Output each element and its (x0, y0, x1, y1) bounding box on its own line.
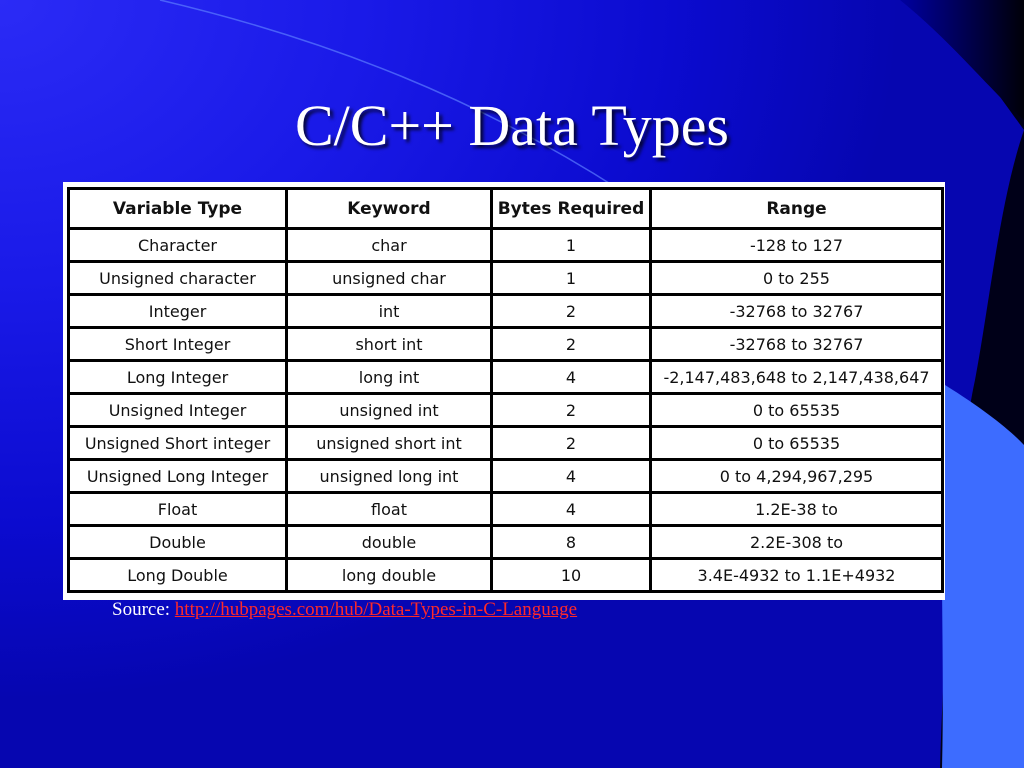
cell-variable-type: Long Double (69, 559, 287, 592)
cell-variable-type: Short Integer (69, 328, 287, 361)
cell-keyword: unsigned long int (287, 460, 492, 493)
data-types-table (67, 187, 944, 593)
cell-range: 2.2E-308 to (651, 526, 943, 559)
table-row (69, 493, 943, 526)
source-citation (112, 598, 577, 622)
cell-variable-type: Double (69, 526, 287, 559)
cell-range: -32768 to 32767 (651, 295, 943, 328)
cell-variable-type: Unsigned Short integer (69, 427, 287, 460)
table-row (69, 526, 943, 559)
cell-keyword: char (287, 229, 492, 262)
table-row (69, 394, 943, 427)
cell-keyword: long double (287, 559, 492, 592)
column-header-keyword: Keyword (287, 189, 492, 229)
cell-bytes: 4 (492, 361, 651, 394)
cell-keyword: double (287, 526, 492, 559)
cell-bytes: 2 (492, 295, 651, 328)
cell-variable-type: Integer (69, 295, 287, 328)
cell-bytes: 2 (492, 427, 651, 460)
table-row (69, 559, 943, 592)
slide-title: C/C++ Data Types (294, 93, 730, 158)
table-row (69, 460, 943, 493)
accent-shape (942, 385, 1024, 768)
cell-range: -128 to 127 (651, 229, 943, 262)
cell-bytes: 1 (492, 229, 651, 262)
source-link[interactable]: http://hubpages.com/hub/Data-Types-in-C-Language (174, 599, 578, 620)
cell-bytes: 2 (492, 394, 651, 427)
table-header-row (69, 189, 943, 229)
column-header-variable-type: Variable Type (69, 189, 287, 229)
cell-bytes: 4 (492, 460, 651, 493)
cell-keyword: unsigned char (287, 262, 492, 295)
cell-range: -2,147,483,648 to 2,147,438,647 (651, 361, 943, 394)
column-header-bytes-required: Bytes Required (492, 189, 651, 229)
cell-variable-type: Unsigned character (69, 262, 287, 295)
table-row (69, 361, 943, 394)
cell-range: -32768 to 32767 (651, 328, 943, 361)
table-row (69, 229, 943, 262)
cell-keyword: long int (287, 361, 492, 394)
source-label: Source: (112, 599, 171, 620)
cell-variable-type: Character (69, 229, 287, 262)
cell-variable-type: Float (69, 493, 287, 526)
cell-variable-type: Unsigned Integer (69, 394, 287, 427)
cell-keyword: float (287, 493, 492, 526)
cell-keyword: unsigned int (287, 394, 492, 427)
cell-range: 0 to 4,294,967,295 (651, 460, 943, 493)
table-row (69, 328, 943, 361)
cell-keyword: short int (287, 328, 492, 361)
cell-range: 0 to 65535 (651, 394, 943, 427)
cell-keyword: unsigned short int (287, 427, 492, 460)
table-row (69, 295, 943, 328)
cell-range: 1.2E-38 to (651, 493, 943, 526)
cell-bytes: 10 (492, 559, 651, 592)
column-header-range: Range (651, 189, 943, 229)
cell-bytes: 2 (492, 328, 651, 361)
cell-keyword: int (287, 295, 492, 328)
cell-range: 0 to 255 (651, 262, 943, 295)
cell-range: 0 to 65535 (651, 427, 943, 460)
table-row (69, 262, 943, 295)
table-row (69, 427, 943, 460)
cell-variable-type: Unsigned Long Integer (69, 460, 287, 493)
cell-bytes: 8 (492, 526, 651, 559)
cell-bytes: 4 (492, 493, 651, 526)
data-types-table-frame (63, 182, 945, 600)
cell-range: 3.4E-4932 to 1.1E+4932 (651, 559, 943, 592)
cell-bytes: 1 (492, 262, 651, 295)
cell-variable-type: Long Integer (69, 361, 287, 394)
